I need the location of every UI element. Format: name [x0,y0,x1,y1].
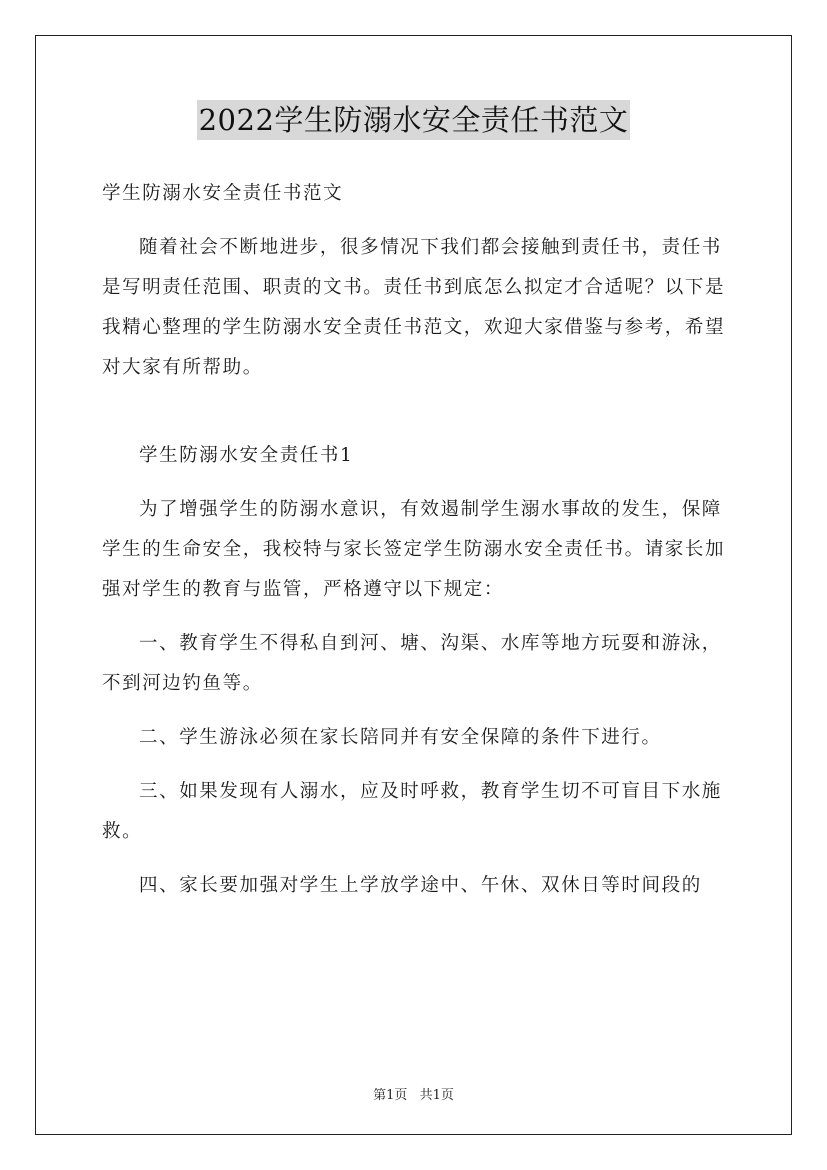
title-container [0,100,827,140]
rule-item-2: 二、学生游泳必须在家长陪同并有安全保障的条件下进行。 [139,727,662,748]
rule-item-3: 三、如果发现有人溺水，应及时呼救，教育学生切不可盲目下水施救。 [102,781,722,842]
document-body [102,174,728,920]
document-title: 2022学生防溺水安全责任书范文 [197,100,631,140]
rule-item-1: 一、教育学生不得私自到河、塘、沟渠、水库等地方玩耍和游泳，不到河边钓鱼等。 [102,633,722,694]
page-total: 共1页 [419,1088,454,1103]
page-number: 第1页 [373,1088,408,1103]
page-footer [0,1084,827,1103]
section-heading: 学生防溺水安全责任书1 [139,445,354,466]
intro-paragraph: 随着社会不断地进步，很多情况下我们都会接触到责任书，责任书是写明责任范围、职责的文书。责任书到底怎么拟定才合适呢？以下是我精心整理的学生防溺水安全责任书范文，欢迎大家借鉴与参考，希望对大家有所帮助。 [102,237,726,378]
body-paragraph: 为了增强学生的防溺水意识，有效遏制学生溺水事故的发生，保障学生的生命安全，我校特与家长签定学生防溺水安全责任书。请家长加强对学生的教育与监管，严格遵守以下规定： [102,499,726,600]
subtitle-paragraph: 学生防溺水安全责任书范文 [102,183,344,204]
rule-item-4: 四、家长要加强对学生上学放学途中、午休、双休日等时间段的 [139,875,702,896]
